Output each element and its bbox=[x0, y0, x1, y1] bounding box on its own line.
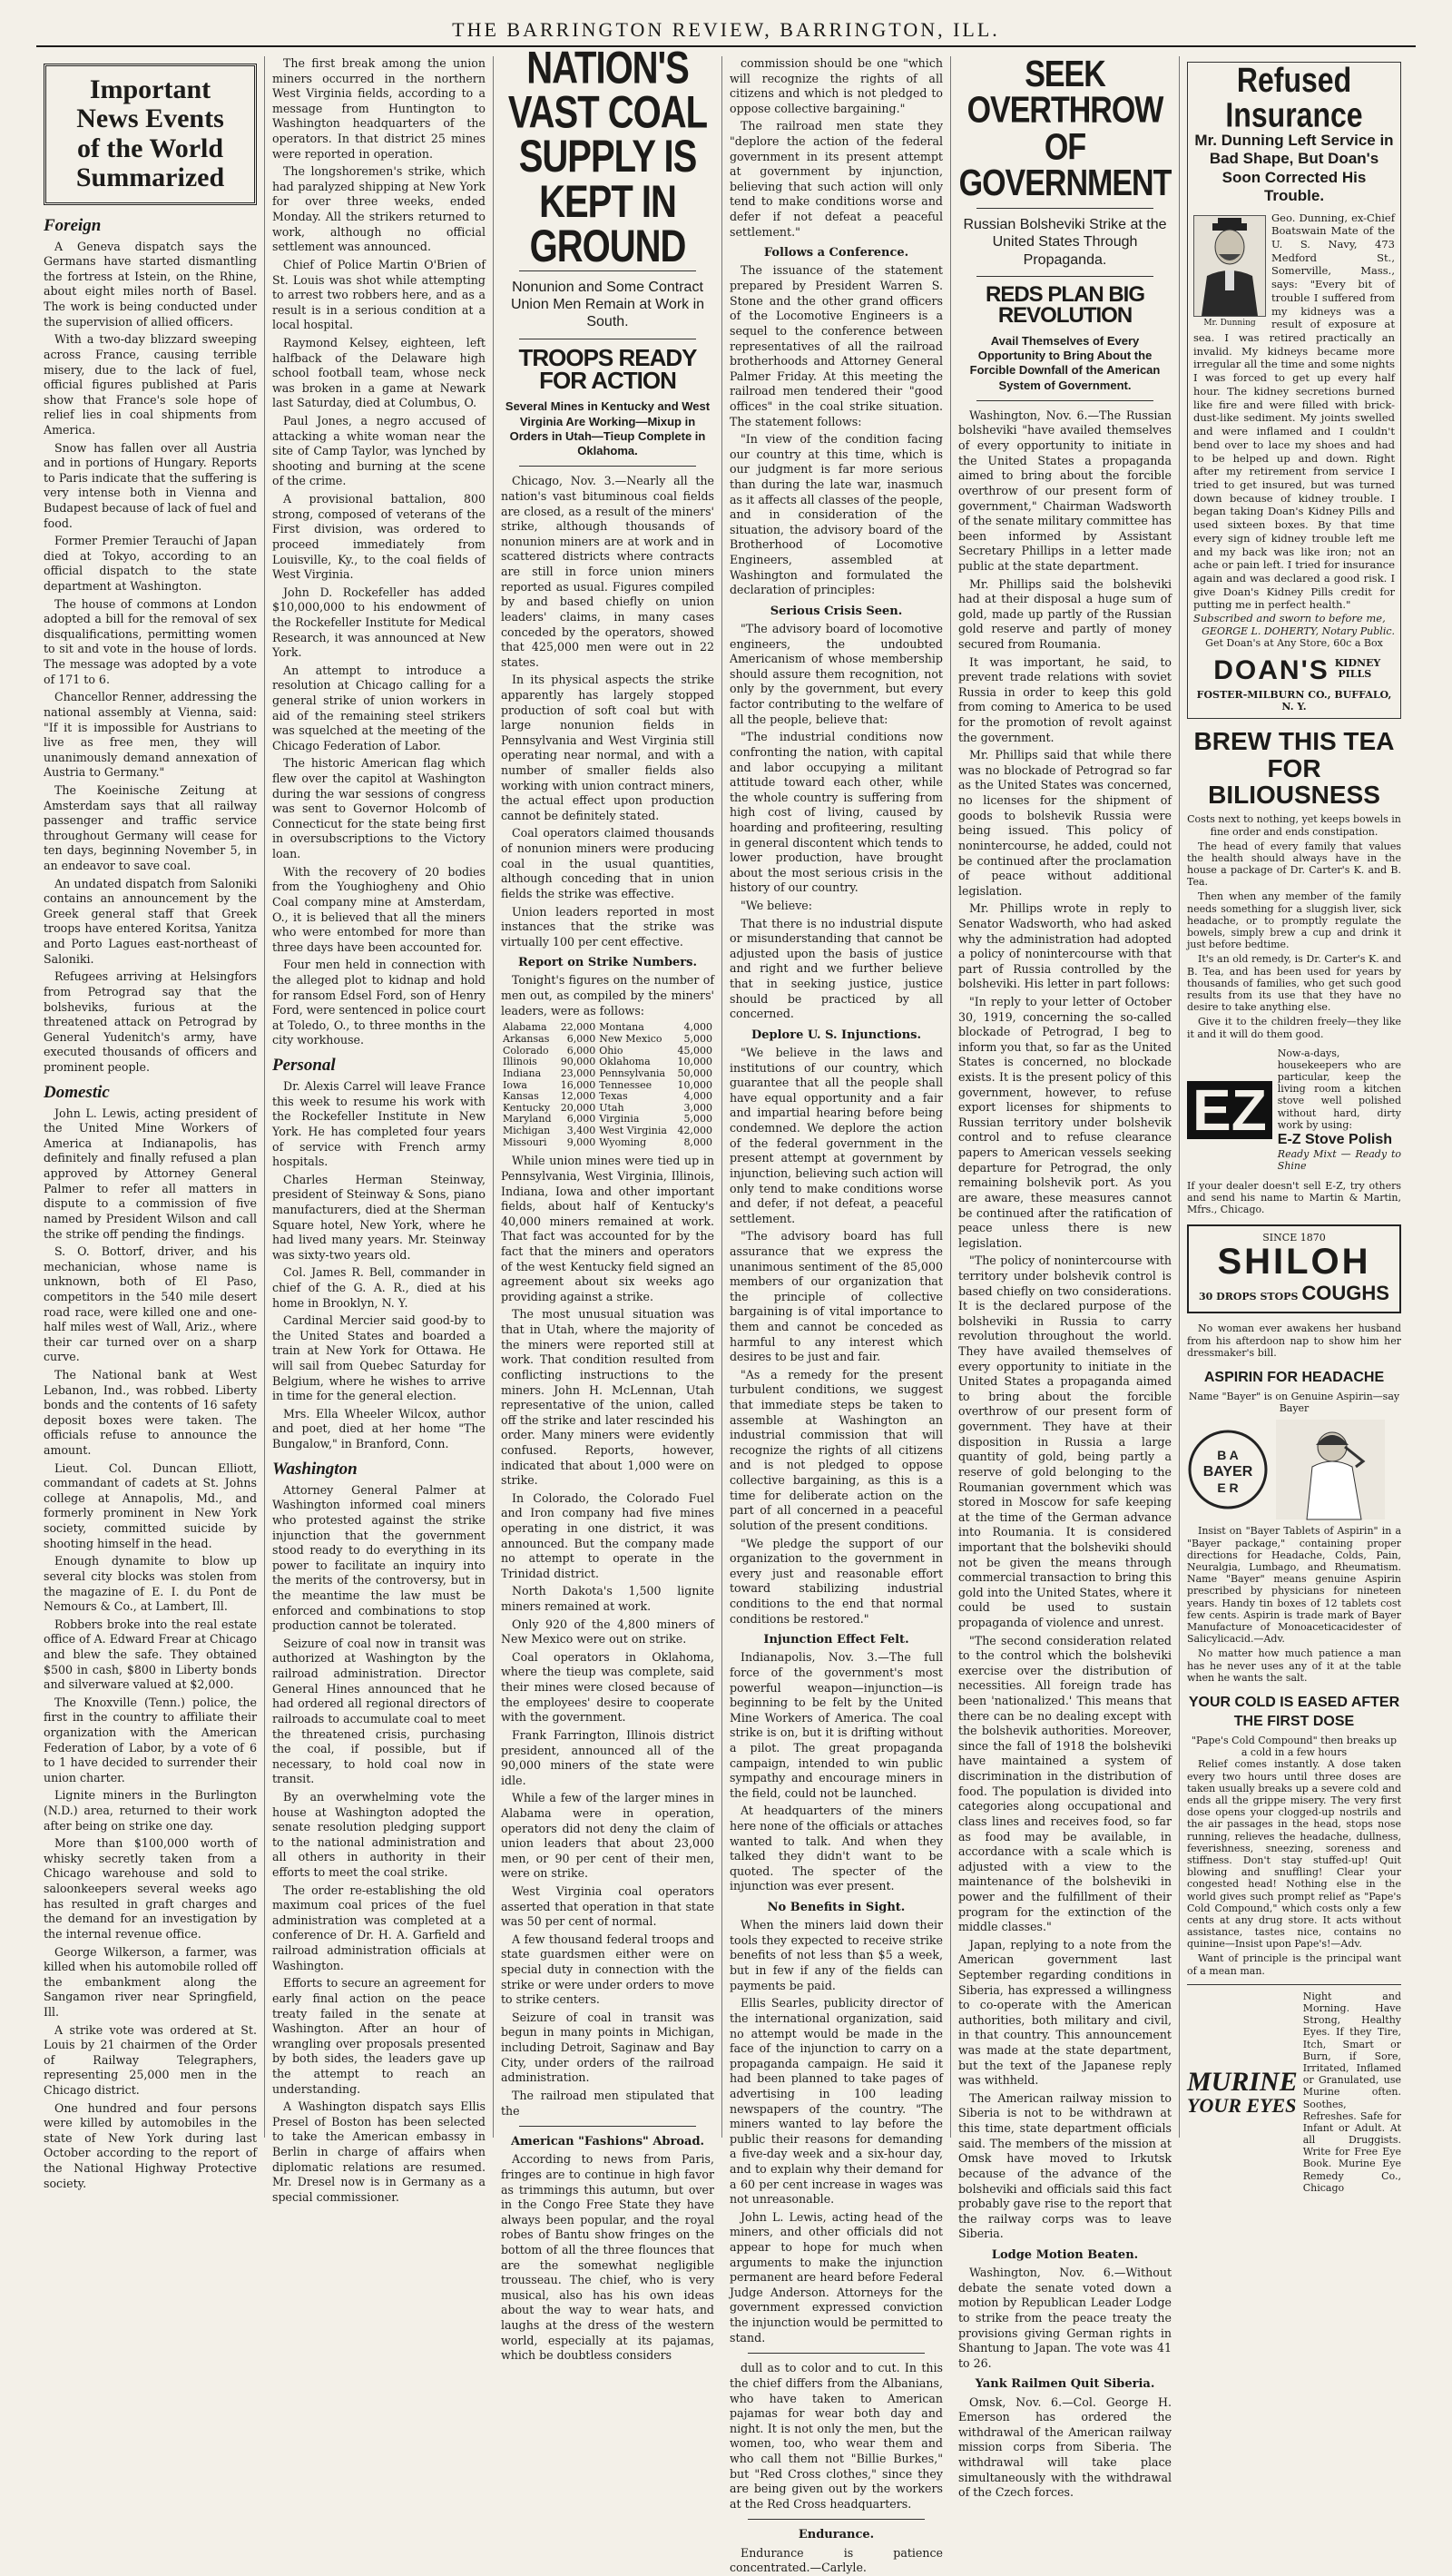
domestic-items bbox=[44, 1106, 257, 2192]
brew-tea-body: Give it to the children freely—they like it and it will do them good. bbox=[1187, 1016, 1401, 1040]
article-paragraph: Four men held in connection with the alleged plot to kidnap and hold for ransom Edsel Ford, son of Henry Ford, were sentenced in police court at Toledo, O., to three months in the city workhouse. bbox=[272, 958, 486, 1047]
murine-brand bbox=[1187, 2066, 1298, 2117]
headline-overthrow: SEEK OVERTHROW OF GOVERNMENT bbox=[958, 54, 1172, 204]
doans-body: Geo. Dunning, ex-Chief Boatswain Mate of the U. S. Navy, 473 Medford St., Somerville, Mass., says: "Every bit of trouble I suffered from my kidneys was a result of exposure at sea. I was retired practically an invalid. My kidneys became more irregular all the time and some nights I was forced to get up every half hour. The kidney secretions burned like fire and were filled with brick-dust-like sediment. My joints swelled and were inflamed and I couldn't bend over to lace my shoes and had to be helped up and down. Right after my retirement from service I tried to get insured, but was turned down because of kidney trouble. I began taking Doan's Kidney Pills and used sixteen boxes. By that time every sign of kidney trouble left me and my back was like iron; not an ache or pain left. I tried for insurance again and was declared a good risk. I give Doan's Kidney Pills credit for putting me in perfect health." bbox=[1193, 211, 1395, 612]
box-line: News Events bbox=[76, 103, 224, 134]
doans-brand-row bbox=[1193, 649, 1395, 689]
article-paragraph: Paul Jones, a negro accused of attacking a white woman near the site of Camp Taylor, was lynched by shooting and burning at the scene of the crime. bbox=[272, 414, 486, 488]
strike-figures-table bbox=[501, 1022, 714, 1148]
article-paragraph: North Dakota's 1,500 lignite miners remained at work. bbox=[501, 1584, 714, 1614]
state-cell: Wyoming bbox=[599, 1136, 647, 1148]
article-paragraph: Lieut. Col. Duncan Elliott, commandant of cadets at St. Johns college at Annapolis, Md., and formerly prominent in New York society, committed suicide by shooting himself in the head. bbox=[44, 1460, 257, 1550]
state-cell: Missouri bbox=[503, 1136, 547, 1148]
fashions-continued: dull as to color and to cut. In this the chief differs from the Albanians, who have taken to American pajamas for wear both day and night. It is not only the men, but the women, too, who wear them and who call them not "Billie Burkes," but "Red Cross clothes," since they are being given out by the workers at the Red Cross headquarters. bbox=[730, 2361, 943, 2511]
lodge-heading: Lodge Motion Beaten. bbox=[991, 2247, 1139, 2262]
fashions-text: According to news from Paris, fringes are to continue in high favor as trimmings this autumn, but over in the Congo Free State they have always been popular, and the royal robes of Bantu show fringes on the bottom of all the three flounces that are the somewhat negligible trousseau. The chief, who is very musical, also has his own ideas about the way to wear hats, and laughs at the dress of the western world, especially at its pajamas, which be doubtless considers bbox=[501, 2152, 714, 2363]
doans-notary: GEORGE L. DOHERTY, Notary Public. bbox=[1202, 624, 1395, 637]
brew-tea-body: The head of every family that values the health should always have in the house a package of Dr. Carter's K. and B. Tea. bbox=[1187, 840, 1401, 889]
state-cell: Montana bbox=[599, 1021, 644, 1034]
article-paragraph: Chancellor Renner, addressing the national assembly at Vienna, said: "If it is impossible for Austrians to live as free men, they will unanimously demand annexation of Austria to Germany." bbox=[44, 690, 257, 780]
count-cell: 6,000 bbox=[566, 1044, 596, 1057]
count-cell: 50,000 bbox=[677, 1067, 712, 1079]
state-cell: Texas bbox=[599, 1090, 628, 1103]
state-cell: Alabama bbox=[503, 1021, 547, 1034]
railroad-story bbox=[730, 56, 943, 240]
count-cell: 22,000 bbox=[560, 1021, 596, 1034]
state-cell: Utah bbox=[599, 1101, 624, 1114]
fashions-heading: American "Fashions" Abroad. bbox=[510, 2135, 705, 2149]
state-cell: Michigan bbox=[503, 1125, 551, 1137]
subhead-injunction-effect: Injunction Effect Felt. bbox=[763, 1633, 909, 1647]
article-paragraph: The Koeinische Zeitung at Amsterdam says that all railway passenger and traffic service throughout Germany will cease for ten days, beginning November 5, in an endeavor to save coal. bbox=[44, 782, 257, 873]
article-paragraph: The most unusual situation was that in Utah, where the majority of the miners were reported still at work. That condition resulted from conflicting instructions to the miners. John H. McLennan, Utah representative of the union, called off the strike and later rescinded his order. Many miners were evidently confused. Reports, however, indicated that about 1,000 were on strike. bbox=[501, 1307, 714, 1488]
article-paragraph: "The policy of nonintercourse with territory under bolshevik control is based chiefly on two considerations. It is the declared purpose of the bolsheviki in Russia to carry revolution throughout the world. They have availed themselves of every opportunity to initiate in the United States a propaganda aimed to bring about the forcible overthrow of our present form of government. They have at their disposition in Russia a large quantity of gold, being partly a reserve of gold belonging to the Roumanian government which was stored in Moscow for safe keeping at the time of the German advance into Roumania. It is considered important that the bolsheviki should not be given the means through commercial transaction to bring this gold into the United States, where it could be used to sustain propaganda of violence and unrest. bbox=[958, 1254, 1172, 1629]
headline-troops: TROOPS READY FOR ACTION bbox=[518, 343, 697, 394]
divider bbox=[976, 276, 1153, 277]
state-cell: Indiana bbox=[503, 1067, 542, 1079]
count-cell: 9,000 bbox=[566, 1136, 596, 1148]
article-paragraph: "As a remedy for the present turbulent conditions, we suggest that immediate steps be taken to assemble at Washington an industrial commission that will recognize the rights of all citizens and is not pledged to oppose collective bargaining, as this is a time for deliberate action on the part of all concerned in a peaceful solution of the present conditions. bbox=[730, 1367, 943, 1532]
article-paragraph: In Colorado, the Colorado Fuel and Iron company had five mines operating in one district, it was announced. But the company made no attempt to operate in the Trinidad district. bbox=[501, 1490, 714, 1580]
column-6-ads bbox=[1180, 56, 1408, 2194]
endurance-heading: Endurance. bbox=[798, 2528, 875, 2542]
crisis-paras bbox=[730, 622, 943, 1022]
article-paragraph: A Washington dispatch says Ellis Presel of Boston has been selected to take the American embassy in Berlin in charge of affairs when diplomatic relations are resumed. Mr. Dresel now is in Germany as a special commissioner. bbox=[272, 2099, 486, 2204]
article-paragraph: Washington, Nov. 6.—The Russian bolsheviki "have availed themselves of every opportunity to initiate in the United States a propaganda aimed to bring about the forcible overthrow of our present form of government," Chairman Wadsworth of the senate military committee has been informed by Assistant Secretary Phillips in a letter made public at the state department. bbox=[958, 408, 1172, 573]
count-cell: 4,000 bbox=[683, 1021, 712, 1034]
subhead-mines: Several Mines in Kentucky and West Virginia Are Working—Mixup in Orders in Utah—Tieup Complete in Oklahoma. bbox=[505, 399, 711, 458]
table-row bbox=[501, 1137, 714, 1149]
news-items bbox=[272, 56, 486, 1048]
endurance-text: Endurance is patience concentrated.—Carlyle. bbox=[730, 2545, 943, 2575]
state-cell: Kansas bbox=[503, 1090, 539, 1103]
doans-sworn: Subscribed and sworn to before me, bbox=[1193, 612, 1386, 625]
article-paragraph: "The advisory board has full assurance that we express the unanimous sentiment of the 85,000 members of our organization that the principle of collective bargaining is of vital importance to them and cannot be conceded as harmful to any interest which desires to be just and fair. bbox=[730, 1229, 943, 1364]
count-cell: 3,000 bbox=[683, 1101, 712, 1114]
article-paragraph: Seizure of coal in transit was begun in many points in Michigan, including Detroit, Saginaw and Bay City, under orders of the railroad administration. bbox=[501, 2010, 714, 2085]
article-paragraph: John D. Rockefeller has added $10,000,000 to his endowment of the Rockefeller Institute for Medical Research, it was announced at New York. bbox=[272, 585, 486, 660]
column-5 bbox=[951, 54, 1180, 2500]
shiloh-coughs: COUGHS bbox=[1301, 1282, 1389, 1305]
ez-logo: EZ bbox=[1187, 1081, 1272, 1139]
article-paragraph: West Virginia coal operators asserted that operation in that state was 50 per cent of normal. bbox=[501, 1884, 714, 1929]
filler-husband: No woman ever awakens her husband from his afterdoon nap to show him her dressmaker's bill. bbox=[1187, 1322, 1401, 1359]
subhead-conference: Follows a Conference. bbox=[763, 246, 909, 261]
article-paragraph: Chicago, Nov. 3.—Nearly all the nation's vast bituminous coal fields are closed, as a result of the miners' strike, although thousands of nonunion miners are at work and in scattered districts where contracts are still in force union miners reported as usual. Figures compiled by and based chiefly on union leaders' claims, in many cases conceded by the operators, showed that 425,000 men were out in 22 states. bbox=[501, 474, 714, 669]
article-paragraph: Lignite miners in the Burlington (N.D.) area, returned to their work after being on strike one day. bbox=[44, 1788, 257, 1833]
personal-items bbox=[272, 1079, 486, 1452]
state-cell: Virginia bbox=[599, 1113, 640, 1126]
shiloh-since: SINCE 1870 bbox=[1262, 1232, 1326, 1244]
doans-cta: Get Doan's at Any Store, 60c a Box bbox=[1205, 637, 1383, 650]
count-cell: 90,000 bbox=[560, 1056, 596, 1068]
count-cell: 16,000 bbox=[560, 1078, 596, 1091]
ez-fine-print: If your dealer doesn't sell E-Z, try others and send his name to Martin & Martin, Mfrs., Chicago. bbox=[1187, 1179, 1401, 1215]
cold-headline: YOUR COLD IS EASED AFTER THE FIRST DOSE bbox=[1188, 1694, 1400, 1729]
article-paragraph: A strike vote was ordered at St. Louis by 21 chairmen of the Order of Railway Telegraphers, representing 25,000 men in the Chicago district. bbox=[44, 2022, 257, 2098]
murine-logo: MURINE bbox=[1187, 2066, 1298, 2097]
table-row bbox=[501, 1126, 714, 1137]
divider bbox=[519, 466, 696, 467]
subhead-crisis: Serious Crisis Seen. bbox=[770, 604, 903, 618]
state-cell: Tennessee bbox=[599, 1078, 652, 1091]
article-paragraph: The American railway mission to Siberia is not to be withdrawn at this time, state department officials said. The members of the mission at Omsk have moved to Irkutsk because of the advance of the bolsheviki and officials said this fact probably gave rise to the report that the railway corps was to leave Siberia. bbox=[958, 2090, 1172, 2241]
divider bbox=[976, 400, 1153, 401]
foreign-items bbox=[44, 240, 257, 1076]
doans-maker: FOSTER-MILBURN CO., BUFFALO, N. Y. bbox=[1196, 688, 1392, 713]
cold-sub: "Pape's Cold Compound" then breaks up a cold in a few hours bbox=[1191, 1735, 1398, 1759]
ez-text: Now-a-days, housekeepers who are particular, keep the living room a kitchen stove well polished without hard, dirty work by using: bbox=[1277, 1047, 1401, 1131]
article-paragraph: In its physical aspects the strike apparently has largely stopped production of soft coal but with large nonunion fields in Pennsylvania and West Virginia still operating near normal, and with a number of smaller fields also working with union contract miners, the actual effect upon production cannot be definitely stated. bbox=[501, 673, 714, 822]
article-paragraph: With a two-day blizzard sweeping across France, causing terrible misery, due to the lack of fuel, official figures published at Paris show that France's sole hope of relief lies in coal shipments from America. bbox=[44, 332, 257, 437]
lodge-text: Washington, Nov. 6.—Without debate the senate voted down a motion by Republican Leader Lodge to strike from the peace treaty the provisions giving German rights in Shantung to Japan. The vote was 41 to 26. bbox=[958, 2266, 1172, 2370]
state-cell: Oklahoma bbox=[599, 1056, 651, 1068]
article-paragraph: "In reply to your letter of October 30, 1919, concerning the so-called blockade of Petrograd, I beg to inform you that, so far as the United States is concerned, no blockade exists. It is the present policy of this government, however, to refuse export licenses for shipments to Russian territory under bolshevik control and to refuse clearance papers to American vessels seeking departure for Petrograd, the only remaining bolshevik port. As you are aware, these measures cannot be continued after the ratification of peace unless there is new legislation. bbox=[958, 995, 1172, 1250]
conference-paras bbox=[730, 263, 943, 597]
article-paragraph: "In view of the condition facing our country at this time, which is our judgment is far more serious than during the late war, inasmuch as it affects all classes of the people, and in consideration of the situation, the advisory board of the Brotherhood of Locomotive Engineers, assembled at Washington and formulated the declaration of principles: bbox=[730, 432, 943, 597]
doans-title: Refused Insurance bbox=[1225, 60, 1363, 134]
article-paragraph: "We pledge the support of our organization to the government in every just and reasonable effort toward stabilizing industrial conditions to the end that normal conditions be restored." bbox=[730, 1536, 943, 1626]
article-paragraph: S. O. Bottorf, driver, and his mechanician, whose name is unknown, both of El Paso, competitors in the 540 mile desert road race, were killed one and one-half miles west of Wall, Ariz., where their car turned over on a sharp curve. bbox=[44, 1244, 257, 1364]
coal-story-continued bbox=[501, 1154, 714, 2119]
article-paragraph: Efforts to secure an agreement for early final action on the peace treaty failed in the senate at Washington. After an hour of wrangling over proposals presented by both sides, the leaders gave up the attempt to reach an understanding. bbox=[272, 1976, 486, 2096]
subhead-injunctions: Deplore U. S. Injunctions. bbox=[751, 1027, 922, 1042]
ez-tagline: Ready Mixt — Ready to Shine bbox=[1277, 1148, 1401, 1173]
report-intro: Tonight's figures on the number of men out, as compiled by the miners' leaders, were as follows: bbox=[501, 973, 714, 1018]
state-cell: Kentucky bbox=[503, 1101, 551, 1114]
doans-brand: DOAN'S bbox=[1213, 655, 1329, 686]
column-1 bbox=[36, 56, 265, 2190]
article-paragraph: "We believe: bbox=[741, 899, 812, 912]
article-paragraph: The order re-establishing the old maximum coal prices of the fuel administration was completed at a conference of Dr. H. A. Garfield and railroad administration officials at Washington. bbox=[272, 1883, 486, 1972]
article-paragraph: With the recovery of 20 bodies from the Youghiogheny and Ohio Coal company mine at Amsterdam, O., it is believed that all the miners who were entombed for more than three days have been accounted for. bbox=[272, 864, 486, 954]
shiloh-ad bbox=[1187, 1224, 1401, 1313]
article-paragraph: Mr. Phillips said that while there was no blockade of Petrograd so far as the United States was concerned, no licenses for the shipment of goods to bolshevik Russia were being issued. This policy of nonintercourse, he added, could not be continued after the proclamation of peace without additional legislation. bbox=[958, 748, 1172, 898]
brew-tea-body: It's an old remedy, is Dr. Carter's K. and B. Tea, and has been used for years by thousands of families, who get such good results from its use that they have no desire to take anything else. bbox=[1187, 953, 1401, 1014]
shiloh-name: SHILOH bbox=[1217, 1242, 1371, 1283]
state-cell: Illinois bbox=[503, 1056, 537, 1068]
table-row bbox=[501, 1068, 714, 1080]
murine-ad bbox=[1187, 1984, 1401, 2194]
article-paragraph: John L. Lewis, acting head of the miners, and other officials did not appear to hope for much when arguments to make the injunction permanent are heard before Federal Judge Anderson. Attorneys for the government expressed conviction the injunction would be permitted to stand. bbox=[730, 2209, 943, 2345]
state-cell: Ohio bbox=[599, 1044, 623, 1057]
table-row bbox=[501, 1034, 714, 1046]
divider bbox=[748, 2519, 925, 2520]
divider bbox=[748, 2353, 925, 2354]
section-washington-heading: Washington bbox=[272, 1459, 358, 1479]
section-foreign-heading: Foreign bbox=[44, 215, 102, 235]
article-paragraph: Indianapolis, Nov. 3.—The full force of the government's most powerful weapon—injunction—is beginning to be felt by the United Mine Workers of America. The coal strike is on, but it is drifting without a pilot. The great propaganda campaign, intended to win public sympathy and encourage miners in the field, could not be launched. bbox=[730, 1650, 943, 1800]
article-paragraph: More than $100,000 worth of whisky secretly taken from a Chicago warehouse and sold to saloonkeepers several weeks ago has resulted in graft charges and the demand for an investigation by the internal revenue office. bbox=[44, 1836, 257, 1941]
ez-product-name: E-Z Stove Polish bbox=[1277, 1132, 1393, 1148]
article-paragraph: commission should be one "which will recognize the rights of all citizens and which is not pledged to oppose collective bargaining." bbox=[730, 56, 943, 115]
article-paragraph: Mrs. Ella Wheeler Wilcox, author and poet, died at her home "The Bungalow," in Branford, Conn. bbox=[272, 1406, 486, 1451]
portrait-illustration bbox=[1194, 216, 1265, 316]
article-paragraph: The National bank at West Lebanon, Ind., was robbed. Liberty bonds and the contents of 16 safety deposit boxes were taken. The officials refuse to announce the amount. bbox=[44, 1367, 257, 1458]
state-cell: West Virginia bbox=[599, 1125, 667, 1137]
subhead-avail: Avail Themselves of Every Opportunity to Bring About the Forcible Downfall of the American System of Government. bbox=[969, 333, 1161, 392]
subhead-bolsheviki: Russian Bolsheviki Strike at the United States Through Propaganda. bbox=[963, 217, 1167, 268]
column-2 bbox=[265, 56, 494, 2204]
article-paragraph: Mr. Phillips wrote in reply to Senator Wadsworth, who had asked why the administration had adopted a policy of nonintercourse with that part of Russia controlled by the bolsheviki. His letter in part follows: bbox=[958, 901, 1172, 991]
article-paragraph: The railroad men stipulated that the bbox=[501, 2088, 714, 2118]
article-paragraph: By an overwhelming vote the house at Washington adopted the senate resolution pledging support to the national administration and all others in authority in their efforts to meet the coal strike. bbox=[272, 1789, 486, 1880]
count-cell: 8,000 bbox=[683, 1136, 712, 1148]
coal-story bbox=[501, 474, 714, 949]
murine-body: Night and Morning. Have Strong, Healthy Eyes. If they Tire, Itch, Smart or Burn, if Sore, Irritated, Inflamed or Granulated, use Murine often. Soothes, Refreshes. Safe for Infant or Adult. At all Druggists. Write for Free Eye Book. Murine Eye Remedy Co., Chicago bbox=[1302, 1990, 1401, 2194]
state-cell: Colorado bbox=[503, 1044, 549, 1057]
washington-items bbox=[272, 1483, 486, 2206]
article-paragraph: Dr. Alexis Carrel will leave France this week to resume his work with the Rockefeller Institute in New York. He has completed four years of service with French army hospitals. bbox=[272, 1079, 486, 1169]
count-cell: 6,000 bbox=[566, 1032, 596, 1045]
article-paragraph: A Geneva dispatch says the Germans have started dismantling the fortress at Istein, on the Rhine, about eight miles north of Basel. The work is being conducted under the supervision of allied officers. bbox=[44, 239, 257, 329]
count-cell: 5,000 bbox=[683, 1113, 712, 1126]
article-paragraph: Raymond Kelsey, eighteen, left halfback of the Delaware high school football team, whose neck was broken in a game at Newark last Saturday, died at Columbus, O. bbox=[272, 335, 486, 410]
cold-body: Relief comes instantly. A dose taken every two hours until three doses are taken usually breaks up a severe cold and ends all the grippe misery. The very first dose opens your clogged-up nostrils and the air passages in the head, stops nose running, relieves the headache, dullness, feverishness, sneezing, soreness and stiffness. Don't stay stuffed-up! Quit blowing and snuffling! Clear your congested head! Nothing else in the world gives such prompt relief as "Pape's Cold Compound," which costs only a few cents at any drug store. It acts without assistance, tastes nice, contains no quinine—Insist upon Pape's!—Adv. bbox=[1187, 1758, 1401, 1951]
article-paragraph: George Wilkerson, a farmer, was killed when his automobile rolled off the embankment along the Sangamon river near Springfield, Ill. bbox=[44, 1944, 257, 2019]
count-cell: 42,000 bbox=[677, 1125, 712, 1137]
headline-coal-supply: NATION'S VAST COAL SUPPLY IS KEPT IN GROUND bbox=[507, 43, 708, 271]
article-paragraph: Enough dynamite to blow up several city blocks was stolen from the magazine of E. I. du Pont de Nemours & Co., at Lambert, Ill. bbox=[44, 1554, 257, 1614]
bayer-logo-letters-top: B A bbox=[1217, 1448, 1239, 1463]
article-paragraph: Ellis Searles, publicity director of the international organization, said no attempt would be made in the face of the injunction to carry on a propaganda campaign. He said it had been planned to take pages of advertising in 100 leading newspapers of the country. "The miners wanted to lay before the public their reasons for demanding a five-day week and a six-hour day, and to explain why their demand for a 60 per cent increase in wages was not unreasonable. bbox=[730, 1996, 943, 2207]
column-3 bbox=[494, 43, 722, 2363]
count-cell: 5,000 bbox=[683, 1032, 712, 1045]
columns bbox=[36, 43, 1416, 2575]
article-paragraph: Only 920 of the 4,800 miners of New Mexico were out on strike. bbox=[501, 1617, 714, 1647]
article-paragraph: Refugees arriving at Helsingfors from Petrograd say that the bolsheviks, furious at the threatened attack on Petrograd by General Yudenitch's army, have executed thousands of officers and prominent people. bbox=[44, 969, 257, 1074]
subhead-no-benefits: No Benefits in Sight. bbox=[767, 1901, 906, 1915]
section-domestic-heading: Domestic bbox=[44, 1082, 110, 1102]
doans-ad bbox=[1187, 62, 1401, 719]
count-cell: 12,000 bbox=[560, 1090, 596, 1103]
doans-subtitle: Mr. Dunning Left Service in Bad Shape, But Doan's Soon Corrected His Trouble. bbox=[1194, 132, 1394, 205]
box-line: of the World bbox=[76, 133, 224, 163]
bayer-logo-text: BAYER bbox=[1202, 1464, 1253, 1480]
article-paragraph: A few thousand federal troops and state guardsmen either were on special duty in connection with the strike or were under orders to move to strike centers. bbox=[501, 1932, 714, 2007]
article-paragraph: John L. Lewis, acting president of the United Mine Workers of America at Indianapolis, has definitely and finally refused a plan approved by Attorney General Palmer to refer all matters in dispute to a commission of five named by President Wilson and call the strike off pending the findings. bbox=[44, 1106, 257, 1241]
filler-principle: Want of principle is the principal want of a mean man. bbox=[1187, 1952, 1401, 1977]
article-paragraph: An attempt to introduce a resolution at Chicago calling for a general strike of union workers in aid of the remaining steel strikers was squelched at the meeting of the Chicago Federation of Labor. bbox=[272, 663, 486, 752]
article-paragraph: Charles Herman Steinway, president of Steinway & Sons, piano manufacturers, died at the Sherman Square hotel, New York, where he had lived many years. Mr. Steinway was sixty-two years old. bbox=[272, 1172, 486, 1262]
divider bbox=[519, 2126, 696, 2127]
effect-paras bbox=[730, 1650, 943, 1894]
article-paragraph: The railroad men state they "deplore the action of the federal government in its present attempt at government by injunction, believing that such action will only tend to make conditions worse and defer if not defeat a peaceful settlement." bbox=[730, 119, 943, 239]
yank-heading: Yank Railmen Quit Siberia. bbox=[975, 2377, 1155, 2392]
article-paragraph: Union leaders reported in most instances that the strike was virtually 100 per cent effective. bbox=[501, 904, 714, 949]
article-paragraph: The longshoremen's strike, which had paralyzed shipping at New York for over three weeks, ended Monday. All the strikers returned to work, although no official settlement was announced. bbox=[272, 164, 486, 254]
article-paragraph: Attorney General Palmer at Washington informed coal miners who protested against the strike injunction that the government stood ready to do everything in its power to facilitate an inquiry into the merits of the controversy, but in the meantime the law must be enforced and combinations to stop production cannot be tolerated. bbox=[272, 1482, 486, 1633]
headline-reds: REDS PLAN BIG REVOLUTION bbox=[985, 281, 1144, 329]
box-line: Summarized bbox=[75, 162, 225, 193]
brew-tea-headline: BREW THIS TEA FOR BILIOUSNESS bbox=[1193, 727, 1395, 809]
state-cell: Iowa bbox=[503, 1078, 527, 1091]
state-cell: New Mexico bbox=[599, 1032, 662, 1045]
article-paragraph: At headquarters of the miners here none of the officials or attaches wanted to talk. And when they talked they didn't want to be quoted. The specter of the injunction was ever present. bbox=[730, 1804, 943, 1893]
table-row bbox=[501, 1091, 714, 1103]
brew-tea-body: Then when any member of the family needs something for a sluggish liver, sick headache, or to promptly regulate the bowels, simply brew a cup and drink it just before bedtime. bbox=[1187, 890, 1401, 951]
column-4 bbox=[722, 56, 951, 2575]
shiloh-bottom-row bbox=[1194, 1280, 1394, 1306]
bayer-logo-letters-bottom: E R bbox=[1217, 1480, 1239, 1496]
masthead: THE BARRINGTON REVIEW, BARRINGTON, ILL. bbox=[36, 7, 1416, 47]
article-paragraph: The issuance of the statement prepared by President Warren S. Stone and the other grand officers of the Locomotive Engineers is a sequel to the conference between representatives of all the railroad brotherhoods and Attorney General Palmer Friday. At this meeting the railroad men tendered their "good offices" in the coal strike situation. The statement follows: bbox=[730, 263, 943, 428]
article-paragraph: It was important, he said, to prevent trade relations with soviet Russia in order to keep this gold from coming to America to be used for the promotion of revolt against the government. bbox=[958, 654, 1172, 744]
article-paragraph: Former Premier Terauchi of Japan died at Tokyo, according to an official dispatch to the state department at Washington. bbox=[44, 534, 257, 594]
aspirin-headline: ASPIRIN FOR HEADACHE bbox=[1203, 1369, 1385, 1385]
article-paragraph: While union mines were tied up in Pennsylvania, West Virginia, Illinois, Indiana, Iowa and other important fields, about half of Kentucky's 40,000 miners remained at work. That fact was accounted for by the fact that the miners and operators of the west Kentucky field signed an agreement about six weeks ago providing against a strike. bbox=[501, 1154, 714, 1303]
article-paragraph: Chief of Police Martin O'Brien of St. Louis was shot while attempting to arrest two robbers here, and as a result is in a serious condition at a local hospital. bbox=[272, 257, 486, 332]
count-cell: 10,000 bbox=[677, 1078, 712, 1091]
subhead-nonunion: Nonunion and Some Contract Union Men Remain at Work in South. bbox=[510, 279, 705, 330]
article-paragraph: Coal operators claimed thousands of nonunion miners were producing coal in the usual quantities, although conceding that in union fields the strike was effective. bbox=[501, 826, 714, 900]
count-cell: 23,000 bbox=[560, 1067, 596, 1079]
state-cell: Pennsylvania bbox=[599, 1067, 666, 1079]
state-cell: Maryland bbox=[503, 1113, 552, 1126]
article-paragraph: Mr. Phillips said the bolsheviki had at their disposal a huge sum of gold, made up partly of the Russian gold reserve and partly of money secured from Roumania. bbox=[958, 576, 1172, 651]
article-paragraph: The first break among the union miners occurred in the northern West Virginia fields, according to a message from Huntington to Washington headquarters of the operators. In that district 25 mines were reported in operation. bbox=[272, 56, 486, 161]
bayer-cross-logo bbox=[1187, 1429, 1269, 1510]
article-paragraph: Japan, replying to a note from the American government last September regarding conditions in Siberia, has expressed a willingness to co-operate with the American authorities, both military and civil, in that country. This announcement was made at the state department, but the text of the Japanese reply was withheld. bbox=[958, 1937, 1172, 2088]
report-heading: Report on Strike Numbers. bbox=[518, 956, 697, 970]
summary-box-heading bbox=[44, 64, 257, 205]
injunction-paras bbox=[730, 1046, 943, 1627]
article-paragraph: One hundred and four persons were killed by automobiles in the state of New York during last October according to the report of the National Highway Protective society. bbox=[44, 2100, 257, 2190]
bayer-illustration-row bbox=[1187, 1420, 1401, 1519]
count-cell: 45,000 bbox=[677, 1044, 712, 1057]
table-row bbox=[501, 1057, 714, 1068]
article-paragraph: A provisional battalion, 800 strong, composed of veterans of the First division, was ordered to proceed immediately from Louisville, Ky., to the coal fields of West Virginia. bbox=[272, 492, 486, 582]
article-paragraph: When the miners laid down their tools they expected to receive strike benefits of not less than $5 a week, but in few if any of the fields can payments be paid. bbox=[730, 1918, 943, 1992]
article-paragraph: An undated dispatch from Saloniki contains an announcement by the Greek general staff that Greek troops have entered Koritsa, Yanitza and Porto Lagues east-northeast of Saloniki. bbox=[44, 876, 257, 966]
aspirin-sub: Name "Bayer" is on Genuine Aspirin—say Bayer bbox=[1188, 1391, 1400, 1415]
benefits-paras bbox=[730, 1918, 943, 2345]
ez-text-block bbox=[1278, 1047, 1401, 1173]
count-cell: 4,000 bbox=[683, 1090, 712, 1103]
article-paragraph: Seizure of coal now in transit was authorized at Washington by the railroad administration. Director General Hines announced that he had ordered all regional directors of railroads to accumulate coal to meet the threatened crisis, purchasing the coal, if possible, but if necessary, to hold coal now in transit. bbox=[272, 1636, 486, 1786]
yank-text: Omsk, Nov. 6.—Col. George H. Emerson has ordered the withdrawal of the American railway mission corps from Siberia. The withdrawal will take place simultaneously with the withdrawal of the Czech forces. bbox=[958, 2394, 1172, 2500]
count-cell: 10,000 bbox=[677, 1056, 712, 1068]
article-paragraph: The house of commons at London adopted a bill for the removal of sex disqualifications, permitting women to sit and vote in the house of lords. The message was adopted by a vote of 171 to 6. bbox=[44, 596, 257, 686]
brew-tea-sub: Costs next to nothing, yet keeps bowels in fine order and ends constipation. bbox=[1187, 813, 1401, 838]
filler-patience: No matter how much patience a man has he never uses any of it at the table when he wants the salt. bbox=[1187, 1647, 1401, 1684]
section-personal-heading: Personal bbox=[272, 1056, 336, 1075]
state-cell: Arkansas bbox=[503, 1032, 550, 1045]
article-paragraph: Robbers broke into the real estate office of A. Edward Frear at Chicago and blew the safe. They obtained $500 in cash, $800 in Liberty bonds and silverware valued at $2,000. bbox=[44, 1617, 257, 1692]
portrait-caption: Mr. Dunning bbox=[1203, 318, 1256, 328]
article-paragraph: While a few of the larger mines in Alabama were in operation, operators did not deny the claim of union leaders that about 23,000 men, or 90 per cent of their men, were on strike. bbox=[501, 1791, 714, 1881]
box-line: Important bbox=[89, 74, 211, 104]
article-paragraph: Frank Farrington, Illinois district president, announced all of the 90,000 miners of the state were idle. bbox=[501, 1727, 714, 1787]
article-paragraph: Coal operators in Oklahoma, where the tieup was complete, said their mines were closed because of the employees' desire to cooperate with the government. bbox=[501, 1649, 714, 1725]
woman-headache-illustration bbox=[1276, 1420, 1385, 1519]
divider bbox=[976, 208, 1153, 209]
article-paragraph: Cardinal Mercier said good-by to the United States and boarded a train at New York for Ottawa. He will sail from Quebec Saturday for Belgium, where he wishes to arrive in time for the general election. bbox=[272, 1313, 486, 1403]
bolshevik-story bbox=[958, 408, 1172, 2242]
article-paragraph: Snow has fallen over all Austria and in portions of Hungary. Reports to Paris indicate that the suffering is very intense both in Vienna and Budapest because of lack of fuel and food. bbox=[44, 440, 257, 530]
article-paragraph: "We believe in the laws and institutions of our country, which guarantee that all the people shall have equal opportunity and a fair and impartial hearing before being condemned. We deplore the action of the federal government in the present attempt at government by injunction, believing such action will only tend to make conditions worse and defer, if not defeat, a peaceful settlement. bbox=[730, 1046, 943, 1225]
aspirin-body: Insist on "Bayer Tablets of Aspirin" in a "Bayer package," containing proper directions for Headache, Colds, Pain, Neuralgia, Lumbago, and Rheumatism. Name "Bayer" means genuine Aspirin prescribed by physicians for nineteen years. Handy tin boxes of 12 tablets cost few cents. Aspirin is trade mark of Bayer Manufacture of Monoaceticacidester of Salicylicacid.—Adv. bbox=[1187, 1525, 1401, 1646]
article-paragraph: "The industrial conditions now confronting the nation, with capital and labor occupying a militant attitude toward each other, while the whole country is suffering from high cost of living, caused by hoarding and profiteering, resulting in general discontent which tends to lower production, have brought about the most serious crisis in the history of our country. bbox=[730, 730, 943, 895]
count-cell: 3,400 bbox=[566, 1125, 596, 1137]
doans-brand-sub: KIDNEY PILLS bbox=[1334, 657, 1381, 681]
article-paragraph: Col. James R. Bell, commander in chief of the G. A. R., died at his home in Brooklyn, N. Y. bbox=[272, 1265, 486, 1310]
shiloh-drops: 30 DROPS STOPS bbox=[1199, 1291, 1299, 1303]
article-paragraph: That there is no industrial dispute or misunderstanding that cannot be adjusted upon the basis of justice and right and we further believe that in seeking justice, justice should be practiced by all concerned. bbox=[730, 916, 943, 1021]
murine-your-eyes: YOUR EYES bbox=[1187, 2093, 1297, 2117]
article-paragraph: "The advisory board of locomotive engineers, the undoubted Americanism of whose membership should assure them recognition, not only by the government, but every factor contributing to the welfare of all the people, believe that: bbox=[730, 622, 943, 726]
count-cell: 20,000 bbox=[560, 1101, 596, 1114]
dunning-portrait bbox=[1193, 215, 1266, 328]
count-cell: 6,000 bbox=[566, 1113, 596, 1126]
ez-stove-polish-ad bbox=[1187, 1047, 1401, 1173]
article-paragraph: The Knoxville (Tenn.) police, the first in the country to affiliate their organization with the American Federation of Labor, by a vote of 6 to 1 have decided to surrender their union charter. bbox=[44, 1695, 257, 1785]
article-paragraph: "The second consideration related to the control which the bolsheviki exercise over the distribution of necessities. All foreign trade has been 'nationalized.' This means that there can be no dealing except with the bolshevik authorities. Moreover, since the fall of 1918 the bolsheviki have maintained a system of discrimination in the distribution of food. The population is divided into categories along occupational and class lines and receives food, so far as food may be available, in accordance with a scale which is adjusted with a view to the maintenance of the bolsheviki in power and the fulfillment of their program for the extinction of the middle classes." bbox=[958, 1633, 1172, 1934]
article-paragraph: The historic American flag which flew over the capitol at Washington during the war sessions of congress was sent to Governor Holcomb of Connecticut for the state being first in oversubscriptions to the Victory loan. bbox=[272, 756, 486, 861]
